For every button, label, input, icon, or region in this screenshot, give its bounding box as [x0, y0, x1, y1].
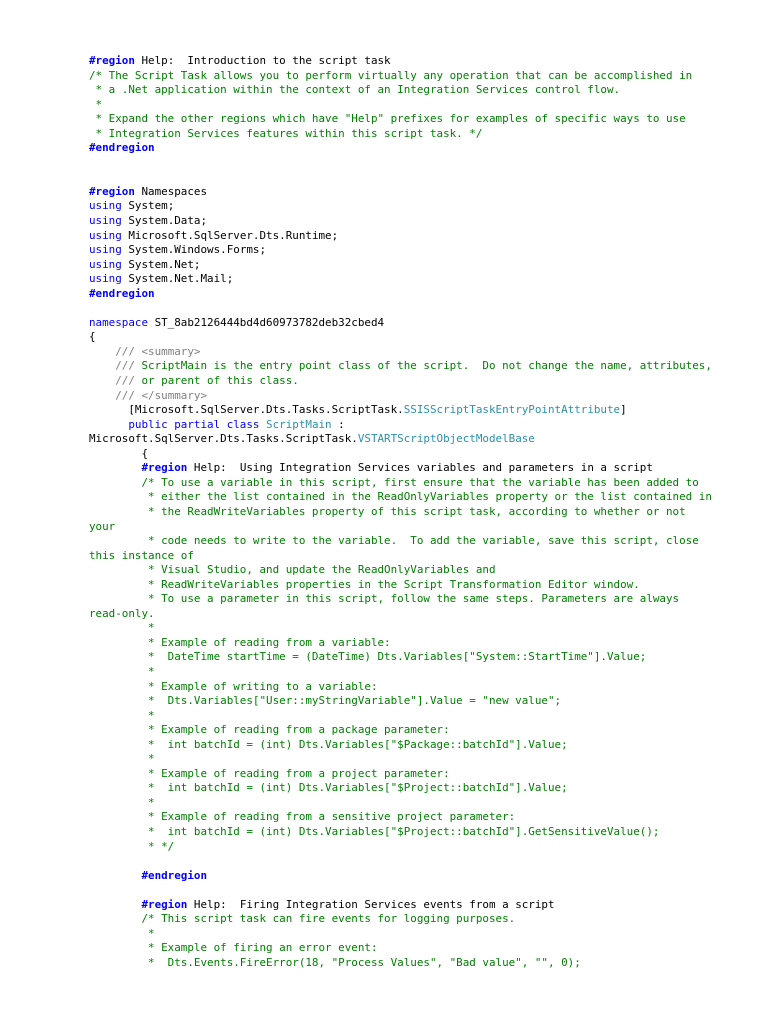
code-line	[89, 752, 729, 767]
code-line	[89, 607, 729, 622]
code-token: *	[89, 97, 103, 111]
code-token: *	[89, 621, 155, 635]
code-line	[89, 621, 729, 636]
code-line	[89, 549, 729, 564]
code-token: Help: Firing Integration Services events from a script	[187, 897, 555, 911]
code-token: Microsoft.SqlServer.Dts.Runtime;	[121, 228, 339, 242]
code-line	[89, 665, 729, 680]
code-line	[89, 170, 729, 185]
code-token: /* To use a variable in this script, first ensure that the variable has been added to	[89, 475, 699, 489]
code-token: * To use a parameter in this script, follow the same steps. Parameters are always	[89, 592, 680, 606]
code-line	[89, 141, 729, 156]
code-token: * DateTime startTime = (DateTime) Dts.Variables["System::StartTime"].Value;	[89, 650, 647, 664]
code-token: System.Net;	[121, 257, 201, 271]
code-token: /* This script task can fire events for logging purposes.	[89, 912, 516, 926]
code-line	[89, 490, 729, 505]
code-token: System.Data;	[121, 214, 208, 228]
code-token: #region	[89, 461, 188, 475]
code-line	[89, 54, 729, 69]
code-token: namespace	[89, 315, 149, 329]
code-line	[89, 127, 729, 142]
code-token: * Integration Services features within this script task. */	[89, 126, 483, 140]
code-token: ///	[89, 388, 135, 402]
code-token: * Dts.Events.FireError(18, "Process Values", "Bad value", "", 0);	[89, 955, 581, 969]
code-token: * Example of reading from a variable:	[89, 635, 391, 649]
code-token: using	[89, 199, 122, 213]
code-token: VSTARTScriptObjectModelBase	[357, 432, 535, 446]
code-token: ScriptMain is the entry point class of the script. Do not change the name, attributes,	[134, 359, 712, 373]
code-token: public partial class	[89, 417, 260, 431]
code-token: #region	[89, 54, 135, 67]
code-token: or parent of this class.	[134, 374, 299, 388]
code-token: ///	[89, 359, 135, 373]
code-token: #region	[89, 897, 188, 911]
code-token: * Visual Studio, and update the ReadOnlyVariables and	[89, 563, 496, 577]
code-token: * Example of firing an error event:	[89, 941, 378, 955]
code-line	[89, 505, 729, 520]
code-line	[89, 98, 729, 113]
code-line	[89, 680, 729, 695]
code-token: * int batchId = (int) Dts.Variables["$Project::batchId"].GetSensitiveValue();	[89, 824, 660, 838]
code-token: this instance of	[89, 548, 194, 562]
code-token: * int batchId = (int) Dts.Variables["$Package::batchId"].Value;	[89, 737, 568, 751]
code-token: *	[89, 752, 155, 766]
code-token: using	[89, 214, 122, 228]
code-token: * either the list contained in the ReadOnlyVariables property or the list contained in	[89, 490, 712, 504]
code-token: <summary>	[141, 344, 201, 358]
code-line	[89, 767, 729, 782]
code-line	[89, 432, 729, 447]
code-token: ///	[89, 374, 135, 388]
code-line	[89, 592, 729, 607]
code-token: {	[89, 330, 96, 344]
code-line	[89, 83, 729, 98]
code-line	[89, 301, 729, 316]
code-token: ScriptMain	[266, 417, 332, 431]
code-line	[89, 185, 729, 200]
code-line	[89, 825, 729, 840]
code-line	[89, 534, 729, 549]
code-token: Help: Using Integration Services variables and parameters in a script	[187, 461, 653, 475]
code-line	[89, 389, 729, 404]
code-token: * int batchId = (int) Dts.Variables["$Project::batchId"].Value;	[89, 781, 568, 795]
code-line	[89, 359, 729, 374]
code-token: read-only.	[89, 606, 155, 620]
code-token: * */	[89, 839, 175, 853]
code-line	[89, 941, 729, 956]
code-token: ]	[620, 403, 627, 417]
code-line	[89, 112, 729, 127]
code-line	[89, 243, 729, 258]
code-line	[89, 781, 729, 796]
code-token: System.Net.Mail;	[121, 272, 234, 286]
code-line	[89, 738, 729, 753]
code-token: System;	[121, 199, 175, 213]
code-token: {	[89, 446, 149, 460]
code-line	[89, 956, 729, 971]
code-line	[89, 287, 729, 302]
code-token: #endregion	[89, 141, 155, 155]
code-line	[89, 272, 729, 287]
code-token: * Expand the other regions which have "Help" prefixes for examples of specific ways to use	[89, 112, 686, 126]
code-token: System.Windows.Forms;	[121, 243, 267, 257]
code-token: *	[89, 708, 155, 722]
code-token: * Dts.Variables["User::myStringVariable"].Value = "new value";	[89, 694, 562, 708]
code-token: ///	[89, 344, 135, 358]
code-line	[89, 374, 729, 389]
code-token: #region	[89, 184, 135, 198]
code-line	[89, 258, 729, 273]
code-token: Microsoft.SqlServer.Dts.Tasks.ScriptTask.	[89, 432, 358, 446]
code-token: * Example of reading from a sensitive project parameter:	[89, 810, 516, 824]
code-line	[89, 796, 729, 811]
code-line	[89, 214, 729, 229]
code-token: * Example of reading from a project parameter:	[89, 766, 450, 780]
code-token: :	[331, 417, 345, 431]
code-line	[89, 694, 729, 709]
code-token: * Example of writing to a variable:	[89, 679, 378, 693]
code-token: #endregion	[89, 286, 155, 300]
code-line	[89, 709, 729, 724]
code-line	[89, 156, 729, 171]
code-line	[89, 476, 729, 491]
code-token: * a .Net application within the context of an Integration Services control flow.	[89, 83, 621, 97]
code-token: SSISScriptTaskEntryPointAttribute	[403, 403, 621, 417]
code-document	[89, 54, 729, 970]
code-token: *	[89, 926, 155, 940]
code-token: using	[89, 272, 122, 286]
code-token: *	[89, 664, 155, 678]
code-token: Namespaces	[134, 184, 208, 198]
code-line	[89, 578, 729, 593]
code-line	[89, 883, 729, 898]
code-line	[89, 650, 729, 665]
code-token: * the ReadWriteVariables property of this script task, according to whether or not	[89, 504, 686, 518]
code-token: using	[89, 243, 122, 257]
code-token: ST_8ab2126444bd4d60973782deb32cbed4	[148, 315, 385, 329]
code-line	[89, 854, 729, 869]
code-line	[89, 520, 729, 535]
code-token: * ReadWriteVariables properties in the Script Transformation Editor window.	[89, 577, 640, 591]
code-line	[89, 461, 729, 476]
code-token: *	[89, 795, 155, 809]
code-line	[89, 447, 729, 462]
code-line	[89, 898, 729, 913]
code-token: /* The Script Task allows you to perform virtually any operation that can be accomplished in	[89, 68, 693, 82]
code-line	[89, 840, 729, 855]
code-line	[89, 330, 729, 345]
code-line	[89, 563, 729, 578]
code-token: using	[89, 257, 122, 271]
code-line	[89, 723, 729, 738]
code-line	[89, 418, 729, 433]
code-line	[89, 810, 729, 825]
code-token: </summary>	[141, 388, 208, 402]
code-token: #endregion	[89, 868, 208, 882]
code-token: your	[89, 519, 116, 533]
code-token: [Microsoft.SqlServer.Dts.Tasks.ScriptTask.	[89, 403, 404, 417]
code-line	[89, 229, 729, 244]
code-token: using	[89, 228, 122, 242]
code-token: * code needs to write to the variable. To add the variable, save this script, close	[89, 534, 699, 548]
code-line	[89, 69, 729, 84]
code-line	[89, 869, 729, 884]
code-line	[89, 912, 729, 927]
code-token: Help: Introduction to the script task	[134, 54, 391, 67]
code-line	[89, 316, 729, 331]
code-line	[89, 345, 729, 360]
code-token: * Example of reading from a package parameter:	[89, 723, 450, 737]
code-line	[89, 927, 729, 942]
code-line	[89, 636, 729, 651]
code-line	[89, 403, 729, 418]
code-line	[89, 199, 729, 214]
